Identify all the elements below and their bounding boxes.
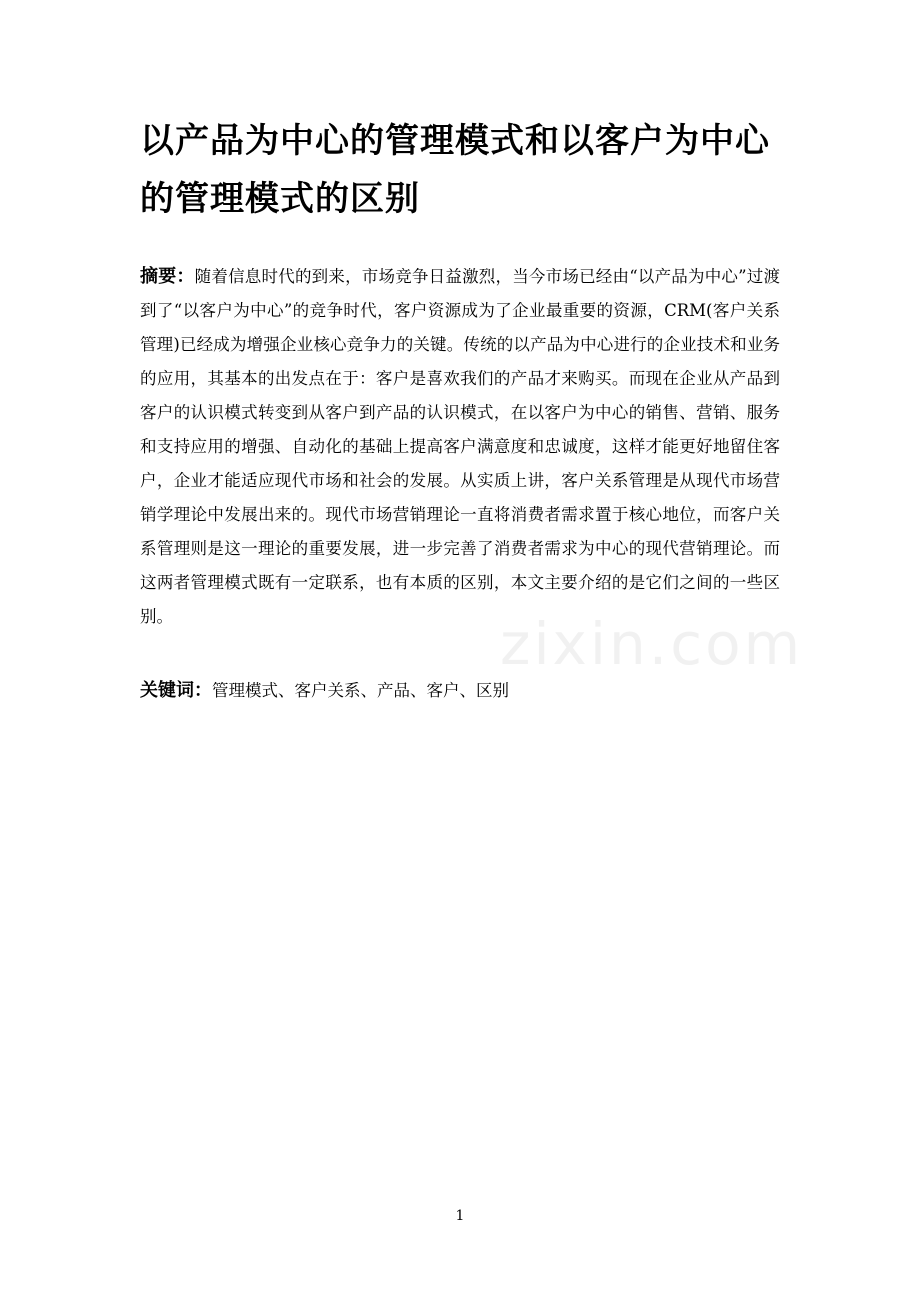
keywords-label: 关键词： [140, 680, 212, 701]
abstract-paragraph [140, 260, 780, 634]
keywords-paragraph [140, 674, 780, 708]
watermark: zixin.com [500, 610, 804, 678]
abstract-label: 摘要： [140, 266, 195, 287]
keywords-text: 管理模式、客户关系、产品、客户、区别 [212, 681, 509, 700]
document-title: 以产品为中心的管理模式和以客户为中心的管理模式的区别 [140, 121, 770, 219]
page-number: 1 [455, 1208, 465, 1224]
abstract-text: 随着信息时代的到来，市场竞争日益激烈，当今市场已经由“以产品为中心”过渡到了“以客户为中心”的竞争时代，客户资源成为了企业最重要的资源，CRM(客户关系管理)已经成为增强企业核心竞争力的关键。传统的以产品为中心进行的企业技术和业务的应用，其基本的出发点在于：客户是喜欢我们的产品才来购买。而现在企业从产品到客户的认识模式转变到从客户到产品的认识模式，在以客户为中心的销售、营销、服务和支持应用的增强、自动化的基础上提高客户满意度和忠诚度，这样才能更好地留住客户，企业才能适应现代市场和社会的发展。从实质上讲，客户关系管理是从现代市场营销学理论中发展出来的。现代市场营销理论一直将消费者需求置于核心地位，而客户关系管理则是这一理论的重要发展，进一步完善了消费者需求为中心的现代营销理论。而这两者管理模式既有一定联系，也有本质的区别，本文主要介绍的是它们之间的一些区别。 [140, 267, 781, 626]
